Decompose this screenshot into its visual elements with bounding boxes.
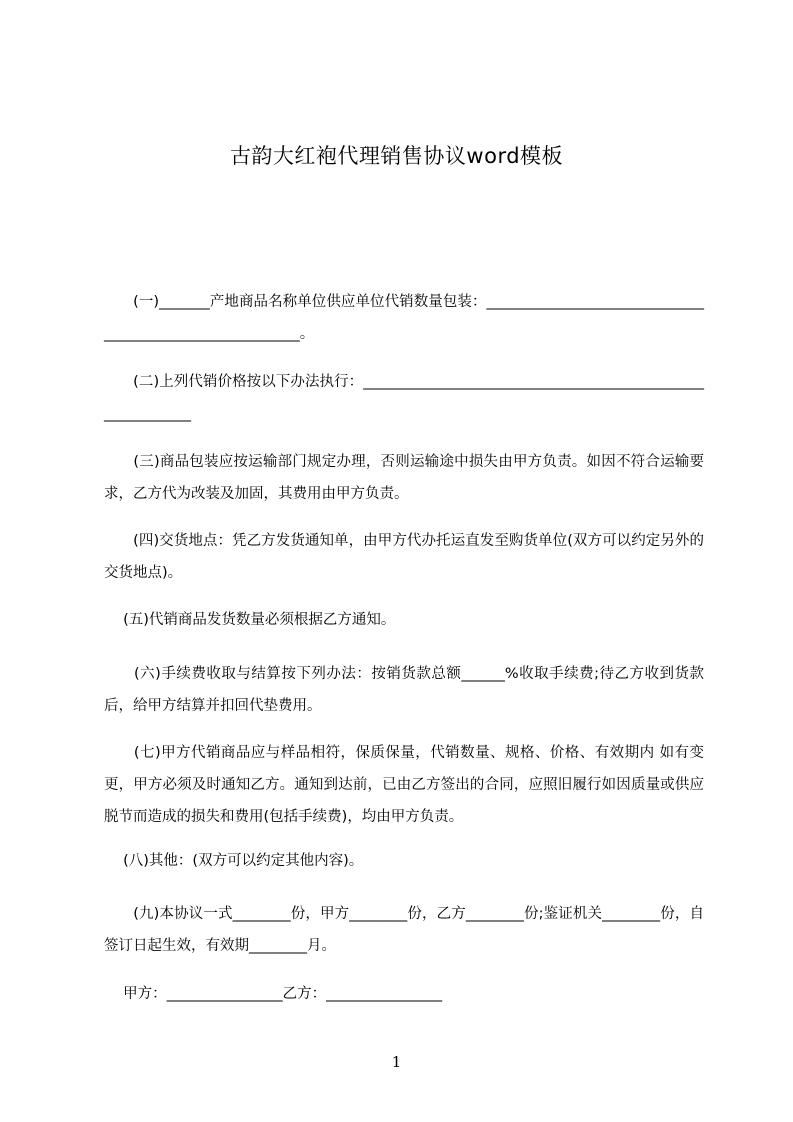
clause-5: (五)代销商品发货数量必须根据乙方通知。: [104, 612, 396, 628]
clause-1: (一)_______产地商品名称单位供应单位代销数量包装：_________________________________________________________。: [104, 294, 704, 342]
document-title: 古韵大红袍代理销售协议word模板: [229, 144, 564, 168]
clause-2: (二)上列代销价格按以下办法执行：___________________________________________________________: [104, 374, 704, 422]
page-number: 1: [391, 1053, 402, 1071]
clause-7: (七)甲方代销商品应与样品相符，保质保量，代销数量、规格、价格、有效期内 如有变更，甲方必须及时通知乙方。通知到达前，已由乙方签出的合同，应照旧履行如因质量或供应脱节而造成的损失和费用(包括手续费)，均由甲方负责。: [104, 745, 704, 825]
clause-3: (三)商品包装应按运输部门规定办理，否则运输途中损失由甲方负责。如因不符合运输要求，乙方代为改装及加固，其费用由甲方负责。: [104, 454, 704, 502]
signature-line: 甲方：________________乙方：________________: [104, 986, 443, 1002]
clause-9: (九)本协议一式________份，甲方________份，乙方________份;鉴证机关________份，自签订日起生效，有效期________月。: [104, 906, 704, 954]
clause-4: (四)交货地点：凭乙方发货通知单，由甲方代办托运直发至购货单位(双方可以约定另外的交货地点)。: [104, 533, 704, 581]
clause-6: (六)手续费收取与结算按下列办法：按销货款总额______%收取手续费;待乙方收到货款后，给甲方结算并扣回代垫费用。: [104, 666, 704, 714]
clause-8: (八)其他：(双方可以约定其他内容)。: [104, 853, 364, 869]
